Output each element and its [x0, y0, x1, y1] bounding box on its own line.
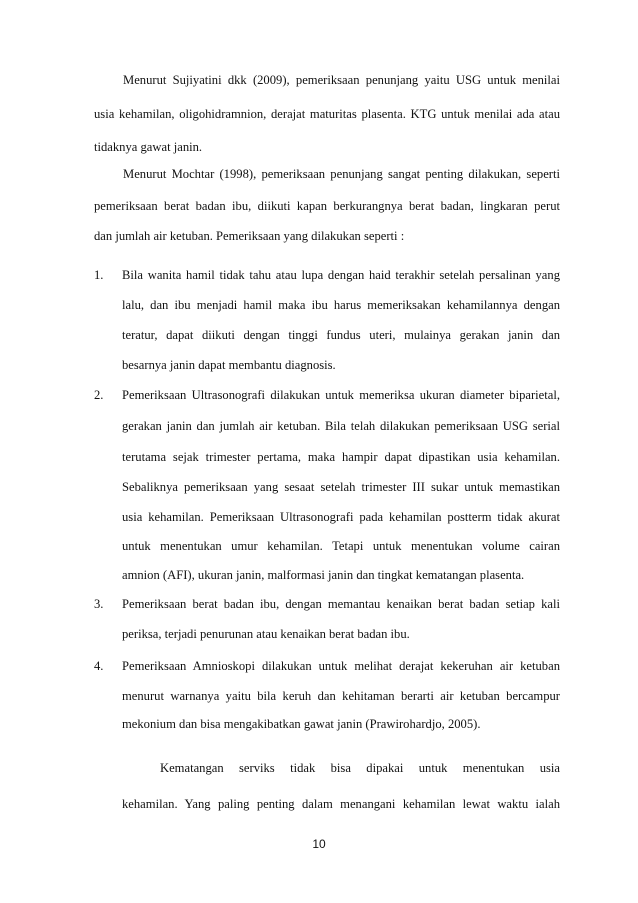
- list-item-2-line-3: terutama sejak trimester pertama, maka hampir dapat dipastikan usia kehamilan.: [122, 450, 560, 464]
- list-item-1-line-3: teratur, dapat diikuti dengan tinggi fundus uteri, mulainya gerakan janin dan: [122, 328, 560, 342]
- list-item-1-line-4: besarnya janin dapat membantu diagnosis.: [122, 358, 336, 372]
- paragraph-2-line-3: dan jumlah air ketuban. Pemeriksaan yang dilakukan seperti :: [94, 229, 405, 243]
- paragraph-3-line-2: kehamilan. Yang paling penting dalam menangani kehamilan lewat waktu ialah: [122, 797, 560, 811]
- list-item-2-line-7: amnion (AFI), ukuran janin, malformasi janin dan tingkat kematangan plasenta.: [122, 568, 525, 582]
- list-item-1-line-2: lalu, dan ibu menjadi hamil maka ibu harus memeriksakan kehamilannya dengan: [122, 298, 560, 312]
- list-item-1-line-1: Bila wanita hamil tidak tahu atau lupa dengan haid terakhir setelah persalinan yang: [122, 268, 560, 282]
- list-item-2-line-2: gerakan janin dan jumlah air ketuban. Bila telah dilakukan pemeriksaan USG serial: [122, 419, 560, 433]
- list-item-2-line-4: Sebaliknya pemeriksaan yang sesaat setelah trimester III sukar untuk memastikan: [122, 480, 560, 494]
- paragraph-1-line-3: tidaknya gawat janin.: [94, 140, 203, 154]
- list-item-2-line-1: Pemeriksaan Ultrasonografi dilakukan untuk memeriksa ukuran diameter biparietal,: [122, 388, 560, 402]
- page-number: 10: [312, 837, 326, 851]
- list-item-4-line-3: mekonium dan bisa mengakibatkan gawat janin (Prawirohardjo, 2005).: [122, 717, 481, 731]
- list-item-2-line-6: untuk menentukan umur kehamilan. Tetapi untuk menentukan volume cairan: [122, 539, 560, 553]
- paragraph-1-line-1: Menurut Sujiyatini dkk (2009), pemeriksaan penunjang yaitu USG untuk menilai: [123, 73, 560, 87]
- list-number-1: 1.: [94, 268, 104, 282]
- paragraph-2-line-1: Menurut Mochtar (1998), pemeriksaan penunjang sangat penting dilakukan, seperti: [123, 167, 560, 181]
- list-number-4: 4.: [94, 659, 104, 673]
- paragraph-2-line-2: pemeriksaan berat badan ibu, diikuti kapan berkurangnya berat badan, lingkaran perut: [94, 199, 560, 213]
- paragraph-1-line-2: usia kehamilan, oligohidramnion, derajat maturitas plasenta. KTG untuk menilai ada atau: [94, 107, 560, 121]
- list-item-4-line-2: menurut warnanya yaitu bila keruh dan kehitaman berarti air ketuban bercampur: [122, 689, 560, 703]
- list-item-2-line-5: usia kehamilan. Pemeriksaan Ultrasonografi pada kehamilan postterm tidak akurat: [122, 510, 560, 524]
- list-item-3-line-1: Pemeriksaan berat badan ibu, dengan memantau kenaikan berat badan setiap kali: [122, 597, 560, 611]
- list-number-3: 3.: [94, 597, 104, 611]
- list-number-2: 2.: [94, 388, 104, 402]
- paragraph-3-line-1: Kematangan serviks tidak bisa dipakai untuk menentukan usia: [160, 761, 560, 775]
- list-item-4-line-1: Pemeriksaan Amnioskopi dilakukan untuk melihat derajat kekeruhan air ketuban: [122, 659, 560, 673]
- list-item-3-line-2: periksa, terjadi penurunan atau kenaikan berat badan ibu.: [122, 627, 410, 641]
